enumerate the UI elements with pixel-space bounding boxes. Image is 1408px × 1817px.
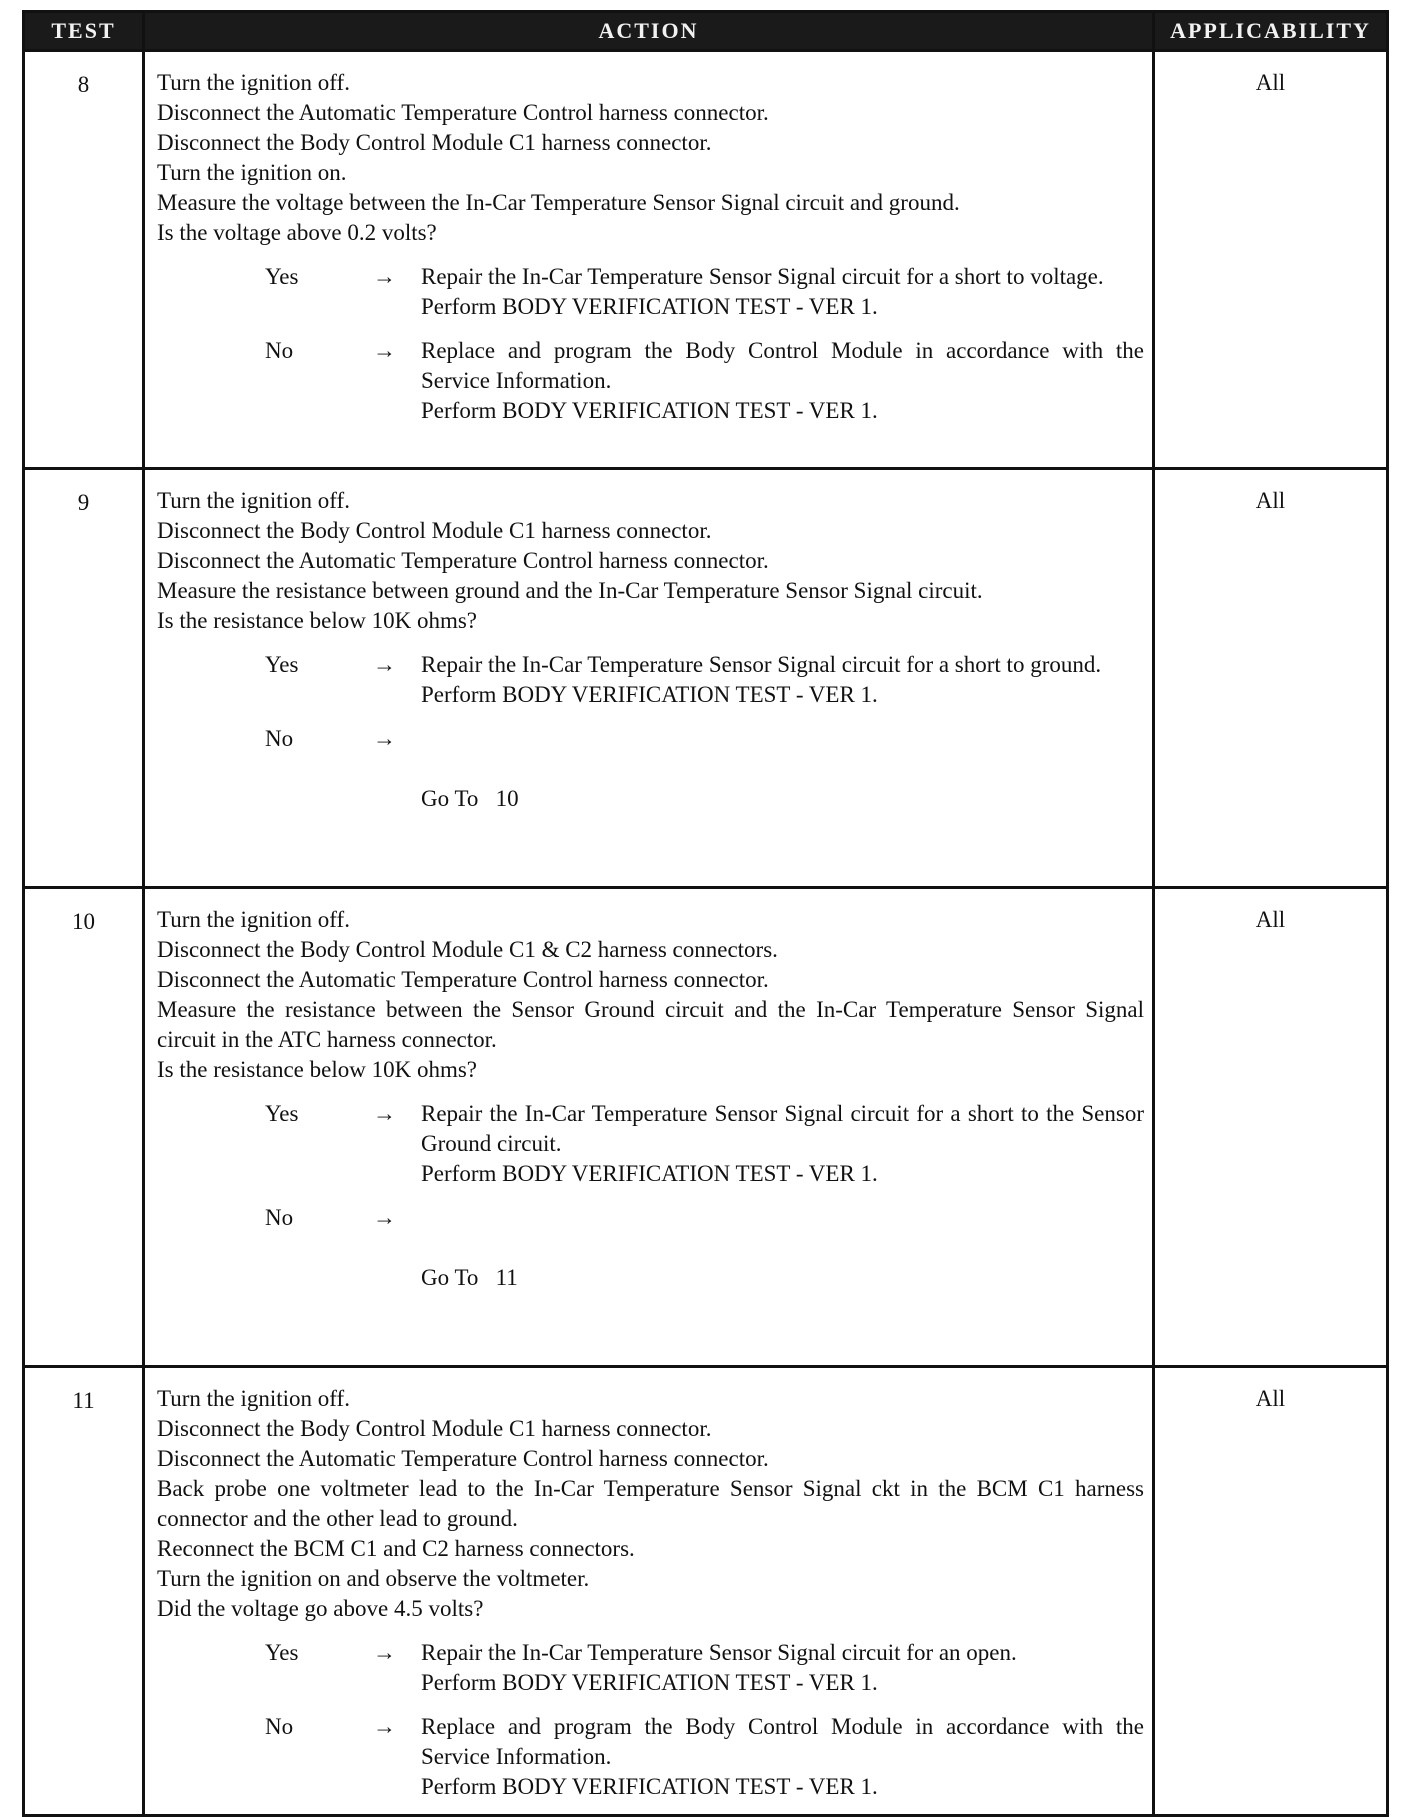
- table-row: [24, 51, 1388, 469]
- result-line: Perform BODY VERIFICATION TEST - VER 1.: [421, 1670, 878, 1695]
- test-number: 9: [24, 469, 144, 888]
- action-step: Did the voltage go above 4.5 volts?: [157, 1596, 484, 1621]
- yes-result: [421, 650, 1144, 710]
- result-line: Perform BODY VERIFICATION TEST - VER 1.: [421, 1161, 878, 1186]
- applicability-cell: All: [1154, 1367, 1388, 1816]
- test-number: 8: [24, 51, 144, 469]
- no-label: No: [265, 726, 294, 751]
- action-step: Back probe one voltmeter lead to the In-Car Temperature Sensor Signal ckt in the BCM C1 harness connector and the other lead to ground.: [157, 1476, 1144, 1531]
- arrow-icon: →: [373, 338, 396, 363]
- action-step: Disconnect the Body Control Module C1 & C2 harness connectors.: [157, 937, 778, 962]
- no-outcome: [157, 1712, 1144, 1802]
- action-step: Disconnect the Automatic Temperature Control harness connector.: [157, 1446, 769, 1471]
- no-outcome: [157, 724, 1144, 874]
- result-line: Repair the In-Car Temperature Sensor Signal circuit for a short to voltage.: [421, 264, 1104, 289]
- result-line: Repair the In-Car Temperature Sensor Signal circuit for an open.: [421, 1640, 1017, 1665]
- no-outcome: [157, 1203, 1144, 1353]
- yes-result: [421, 262, 1144, 322]
- applicability-cell: All: [1154, 888, 1388, 1367]
- result-line: Perform BODY VERIFICATION TEST - VER 1.: [421, 398, 878, 423]
- no-result: [421, 724, 1144, 874]
- action-step: Measure the voltage between the In-Car Temperature Sensor Signal circuit and ground.: [157, 190, 960, 215]
- yes-label: Yes: [265, 652, 299, 677]
- action-step: Turn the ignition off.: [157, 907, 350, 932]
- no-result: [421, 1712, 1144, 1802]
- test-number: 10: [24, 888, 144, 1367]
- action-step: Reconnect the BCM C1 and C2 harness connectors.: [157, 1536, 635, 1561]
- action-step: Is the resistance below 10K ohms?: [157, 608, 478, 633]
- no-label: No: [265, 338, 294, 363]
- action-step: Disconnect the Body Control Module C1 harness connector.: [157, 518, 712, 543]
- action-cell: [144, 888, 1154, 1367]
- go-to-link: Go To 10: [421, 786, 519, 811]
- arrow-icon: →: [373, 726, 396, 751]
- action-step: Is the voltage above 0.2 volts?: [157, 220, 437, 245]
- action-step: Measure the resistance between ground and the In-Car Temperature Sensor Signal circuit.: [157, 578, 983, 603]
- no-result: [421, 336, 1144, 426]
- go-to-link: Go To 11: [421, 1265, 518, 1290]
- result-line: Perform BODY VERIFICATION TEST - VER 1.: [421, 682, 878, 707]
- no-outcome: [157, 336, 1144, 426]
- yes-label: Yes: [265, 264, 299, 289]
- applicability-cell: All: [1154, 51, 1388, 469]
- applicability-cell: All: [1154, 469, 1388, 888]
- arrow-icon: →: [373, 1101, 396, 1126]
- result-line: Replace and program the Body Control Module in accordance with the Service Information.: [421, 338, 1144, 393]
- header-action: ACTION: [144, 12, 1154, 51]
- no-result: [421, 1203, 1144, 1353]
- arrow-icon: →: [373, 1205, 396, 1230]
- action-step: Disconnect the Automatic Temperature Control harness connector.: [157, 100, 769, 125]
- action-step: Turn the ignition off.: [157, 488, 350, 513]
- table-header-row: [24, 12, 1388, 51]
- action-cell: [144, 51, 1154, 469]
- arrow-icon: →: [373, 1714, 396, 1739]
- yes-outcome: [157, 650, 1144, 710]
- action-cell: [144, 1367, 1154, 1816]
- result-line: Perform BODY VERIFICATION TEST - VER 1.: [421, 1774, 878, 1799]
- yes-result: [421, 1099, 1144, 1189]
- yes-outcome: [157, 1099, 1144, 1189]
- yes-label: Yes: [265, 1640, 299, 1665]
- table-row: [24, 1367, 1388, 1816]
- action-step: Turn the ignition off.: [157, 70, 350, 95]
- action-step: Measure the resistance between the Sensor Ground circuit and the In-Car Temperature Sensor Signal circuit in the ATC harness connector.: [157, 997, 1144, 1052]
- action-step: Turn the ignition off.: [157, 1386, 350, 1411]
- yes-outcome: [157, 1638, 1144, 1698]
- action-step: Disconnect the Automatic Temperature Control harness connector.: [157, 967, 769, 992]
- action-step: Disconnect the Body Control Module C1 harness connector.: [157, 130, 712, 155]
- arrow-icon: →: [373, 1640, 396, 1665]
- table-row: [24, 469, 1388, 888]
- result-line: Perform BODY VERIFICATION TEST - VER 1.: [421, 294, 878, 319]
- no-label: No: [265, 1714, 294, 1739]
- arrow-icon: →: [373, 652, 396, 677]
- table-row: [24, 888, 1388, 1367]
- test-number: 11: [24, 1367, 144, 1816]
- yes-label: Yes: [265, 1101, 299, 1126]
- action-cell: [144, 469, 1154, 888]
- yes-result: [421, 1638, 1144, 1698]
- diagnostic-table-page: [22, 10, 1386, 1799]
- action-step: Disconnect the Body Control Module C1 harness connector.: [157, 1416, 712, 1441]
- arrow-icon: →: [373, 264, 396, 289]
- result-line: Repair the In-Car Temperature Sensor Signal circuit for a short to ground.: [421, 652, 1102, 677]
- diagnostic-table: [22, 10, 1389, 1817]
- header-test: TEST: [24, 12, 144, 51]
- result-line: Repair the In-Car Temperature Sensor Signal circuit for a short to the Sensor Ground circuit.: [421, 1101, 1144, 1156]
- result-line: Replace and program the Body Control Module in accordance with the Service Information.: [421, 1714, 1144, 1769]
- action-step: Turn the ignition on and observe the voltmeter.: [157, 1566, 590, 1591]
- action-step: Is the resistance below 10K ohms?: [157, 1057, 478, 1082]
- header-applicability: APPLICABILITY: [1154, 12, 1388, 51]
- action-step: Disconnect the Automatic Temperature Control harness connector.: [157, 548, 769, 573]
- no-label: No: [265, 1205, 294, 1230]
- action-step: Turn the ignition on.: [157, 160, 347, 185]
- yes-outcome: [157, 262, 1144, 322]
